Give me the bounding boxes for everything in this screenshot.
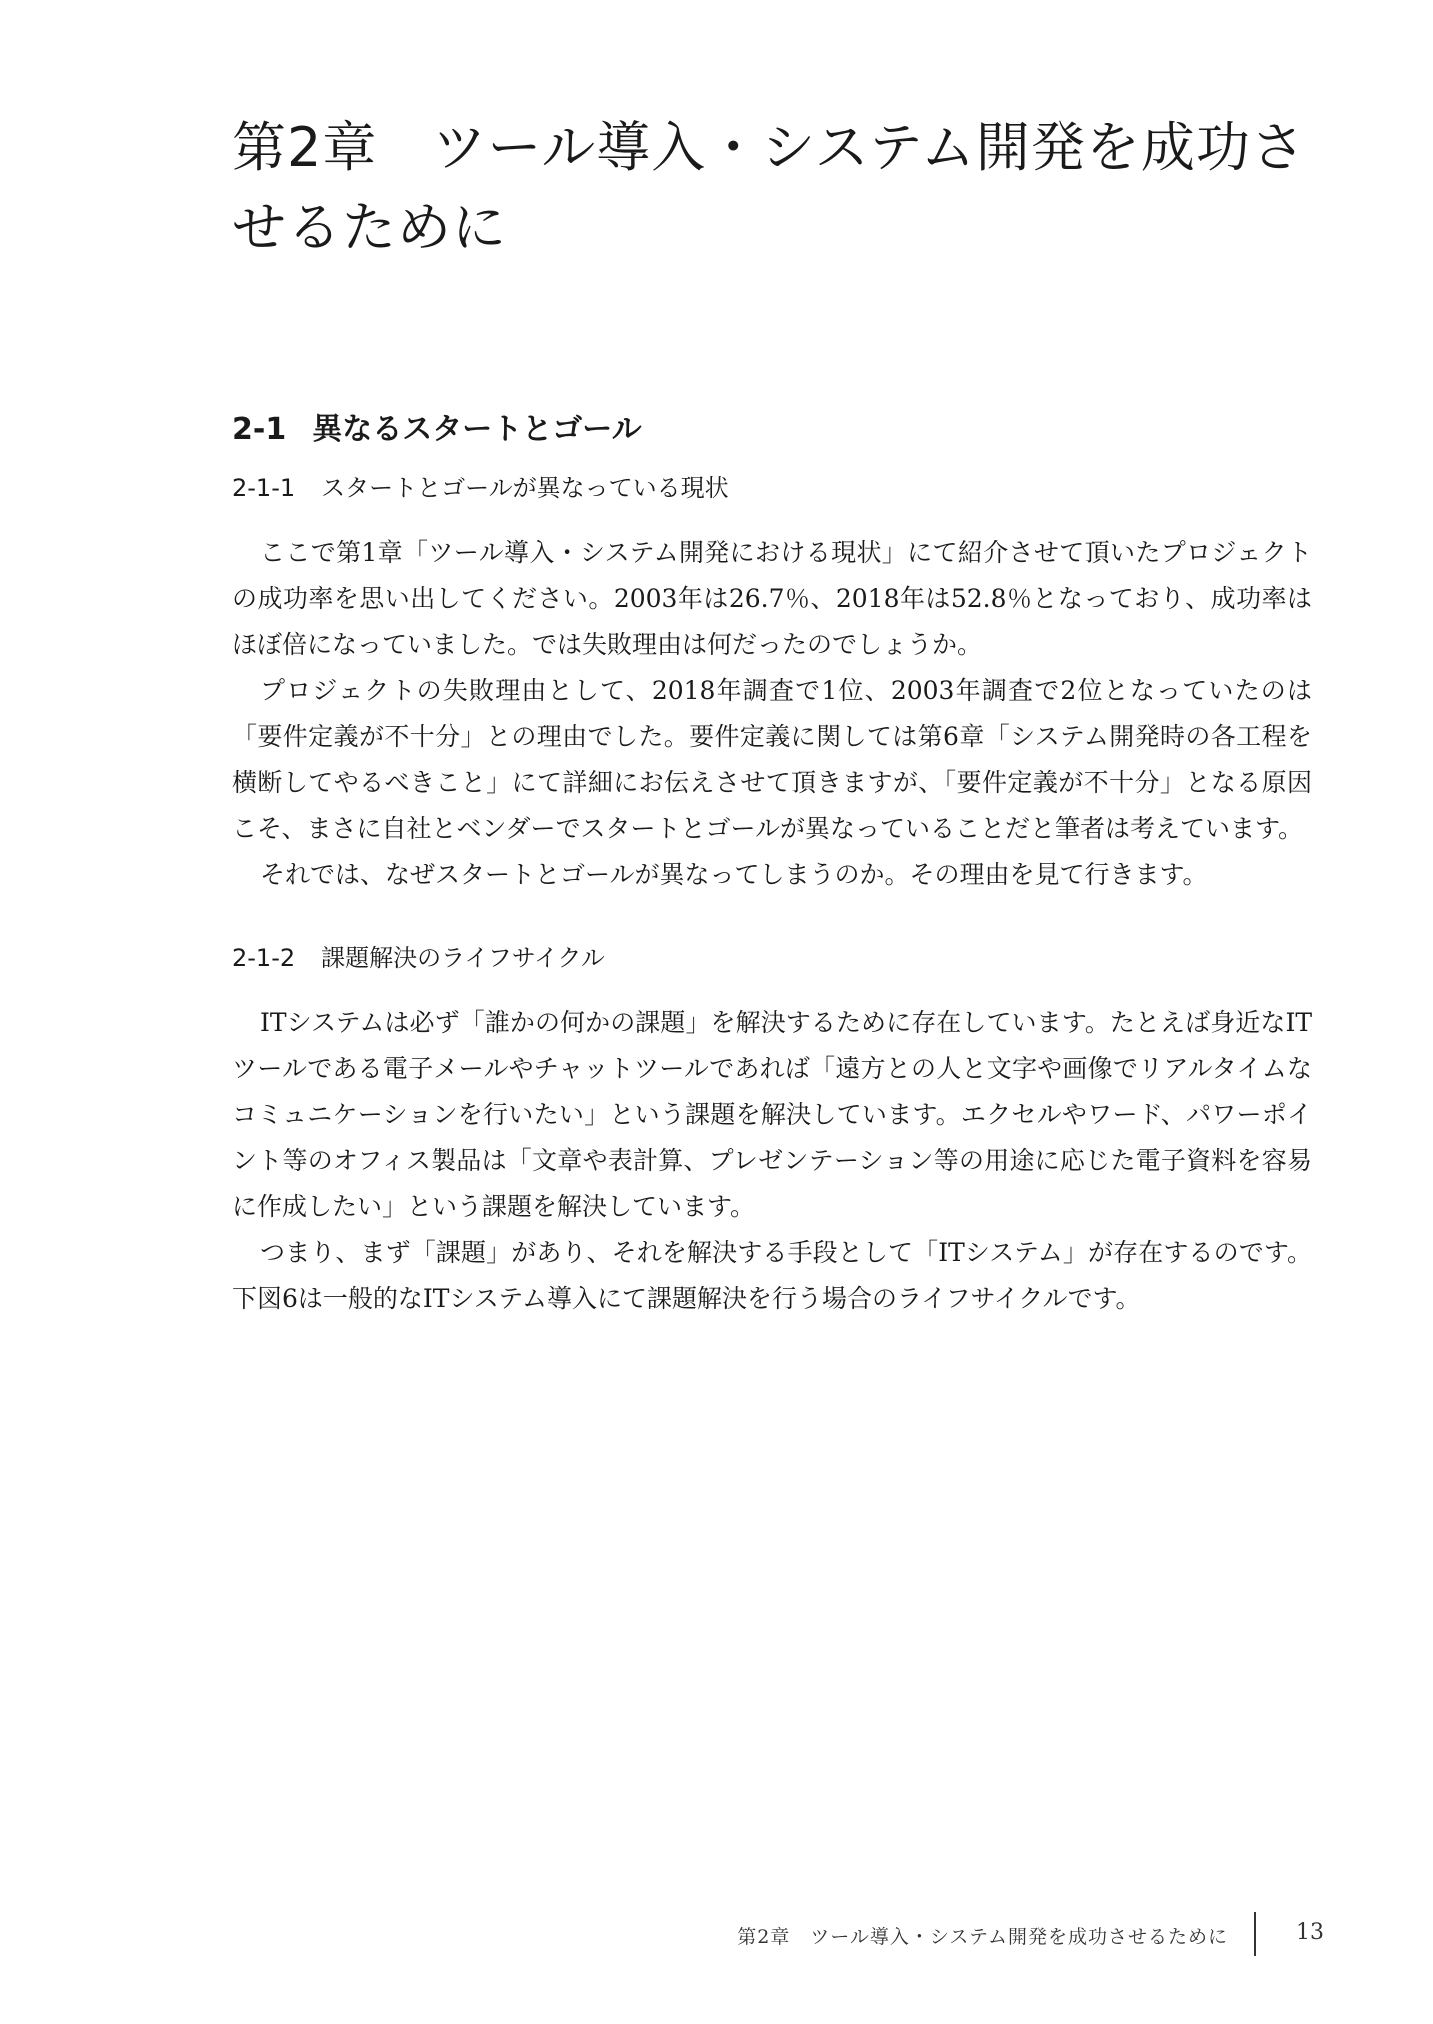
subsection-heading-2-1-2 [232,940,605,976]
subsection-number: 2-1-2 [232,944,296,972]
section-heading [232,408,642,452]
subsection-title: 課題解決のライフサイクル [321,944,605,972]
section-title: 異なるスタートとゴール [312,412,642,447]
running-head: 第2章 ツール導入・システム開発を成功させるために [737,1926,1228,1948]
paragraph: つまり、まず「課題」があり、それを解決する手段として「ITシステム」が存在するのです。下図6は一般的なITシステム導入にて課題解決を行う場合のライフサイクルです。 [232,1238,1312,1313]
subsection-heading-2-1-1 [232,470,729,506]
section-number: 2-1 [232,412,287,447]
chapter-title: 第2章 ツール導入・システム開発を成功させるために [232,116,1306,259]
paragraph: ITシステムは必ず「誰かの何かの課題」を解決するために存在しています。たとえば身近なITツールである電子メールやチャットツールであれば「遠方との人と文字や画像でリアルタイムなコミュニケーションを行いたい」という課題を解決しています。エクセルやワード、パワーポイント等のオフィス製品は「文章や表計算、プレゼンテーション等の用途に応じた電子資料を容易に作成したい」という課題を解決しています。 [232,1008,1312,1221]
footer-divider [1254,1912,1256,1956]
subsection-title: スタートとゴールが異なっている現状 [321,474,729,502]
page-footer [600,1912,1324,1956]
body-text-2-1-1 [232,530,1312,898]
page-number: 13 [1296,1920,1324,1945]
paragraph: ここで第1章「ツール導入・システム開発における現状」にて紹介させて頂いたプロジェクトの成功率を思い出してください。2003年は26.7％、2018年は52.8％となっており、成功率はほぼ倍になっていました。では失敗理由は何だったのでしょうか。 [232,538,1312,659]
paragraph: それでは、なぜスタートとゴールが異なってしまうのか。その理由を見て行きます。 [260,860,1208,889]
body-text-2-1-2 [232,1000,1312,1322]
paragraph: プロジェクトの失敗理由として、2018年調査で1位、2003年調査で2位となっていたのは「要件定義が不十分」との理由でした。要件定義に関しては第6章「システム開発時の各工程を横断してやるべきこと」にて詳細にお伝えさせて頂きますが、「要件定義が不十分」となる原因こそ、まさに自社とベンダーでスタートとゴールが異なっていることだと筆者は考えています。 [232,676,1312,843]
subsection-number: 2-1-1 [232,474,296,502]
